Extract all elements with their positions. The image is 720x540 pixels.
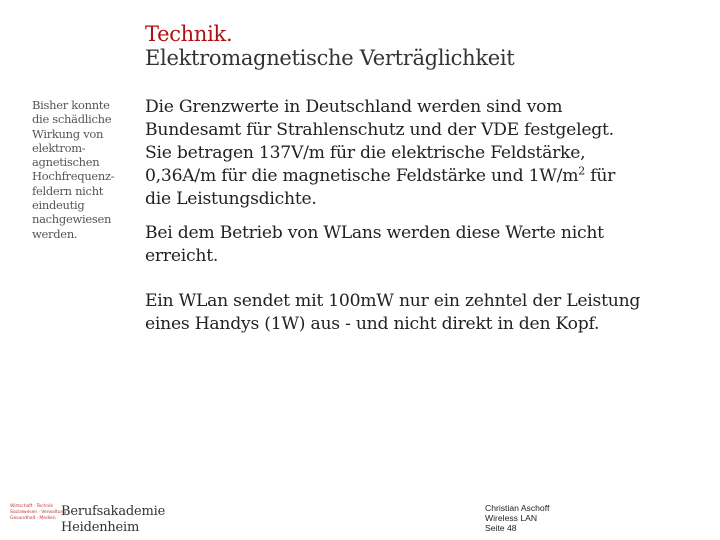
- paragraph-line: Bundesamt für Strahlenschutz und der VDE festgelegt.: [145, 120, 614, 140]
- org-location: Heidenheim: [61, 520, 140, 535]
- paragraph-line: die Leistungsdichte.: [145, 189, 317, 209]
- sidebar-line: elektrom-: [32, 140, 86, 155]
- line-text: für: [585, 166, 616, 186]
- logo-line: Wirtschaft · Technik: [10, 504, 53, 509]
- paragraph-line: Ein WLan sendet mit 100mW nur ein zehntel der Leistung: [145, 291, 641, 311]
- sidebar-line: werden.: [32, 226, 78, 241]
- paragraph-line: Die Grenzwerte in Deutschland werden sind vom: [145, 97, 563, 117]
- footer-author: Christian Aschoff: [485, 503, 550, 513]
- sidebar-line: nachgewiesen: [32, 212, 112, 227]
- footer-page-number: Seite 48: [485, 523, 517, 533]
- sidebar-line: eindeutig: [32, 198, 85, 213]
- sidebar-line: Wirkung von: [32, 126, 104, 141]
- paragraph-line: eines Handys (1W) aus - und nicht direkt in den Kopf.: [145, 314, 600, 334]
- paragraph-line: Sie betragen 137V/m für die elektrische Feldstärke,: [145, 143, 586, 163]
- paragraph-line: Bei dem Betrieb von WLans werden diese Werte nicht: [145, 223, 604, 243]
- slide-subtitle: Elektromagnetische Verträglichkeit: [145, 46, 515, 70]
- sidebar-line: die schädliche: [32, 112, 112, 127]
- logo-line: Gesundheit · Medien: [10, 516, 56, 521]
- org-name: Berufsakademie: [61, 504, 166, 519]
- superscript: 2: [578, 164, 586, 178]
- paragraph-limits: [145, 96, 705, 211]
- paragraph-wlan-power: [145, 290, 705, 336]
- sidebar-line: feldern nicht: [32, 183, 104, 198]
- slide-title: Technik.: [145, 22, 233, 46]
- sidebar-line: Bisher konnte: [32, 98, 110, 112]
- sidebar-line: agnetischen: [32, 155, 100, 170]
- logo-line: Sozialwesen · Verwaltung: [10, 510, 67, 515]
- slide-body: [145, 96, 705, 347]
- ba-logo: [10, 504, 67, 526]
- footer-topic: Wireless LAN: [485, 513, 538, 523]
- footer-organization: [61, 504, 165, 536]
- sidebar-note: [32, 98, 132, 241]
- paragraph-line-with-superscript: [145, 164, 705, 188]
- paragraph-wlan-operation: [145, 222, 705, 268]
- slide-title-block: [145, 22, 514, 70]
- footer-info: [485, 503, 549, 533]
- sidebar-line: Hochfrequenz-: [32, 169, 115, 184]
- line-text: 0,36A/m für die magnetische Feldstärke und 1W/m: [145, 166, 579, 186]
- paragraph-line: erreicht.: [145, 246, 219, 266]
